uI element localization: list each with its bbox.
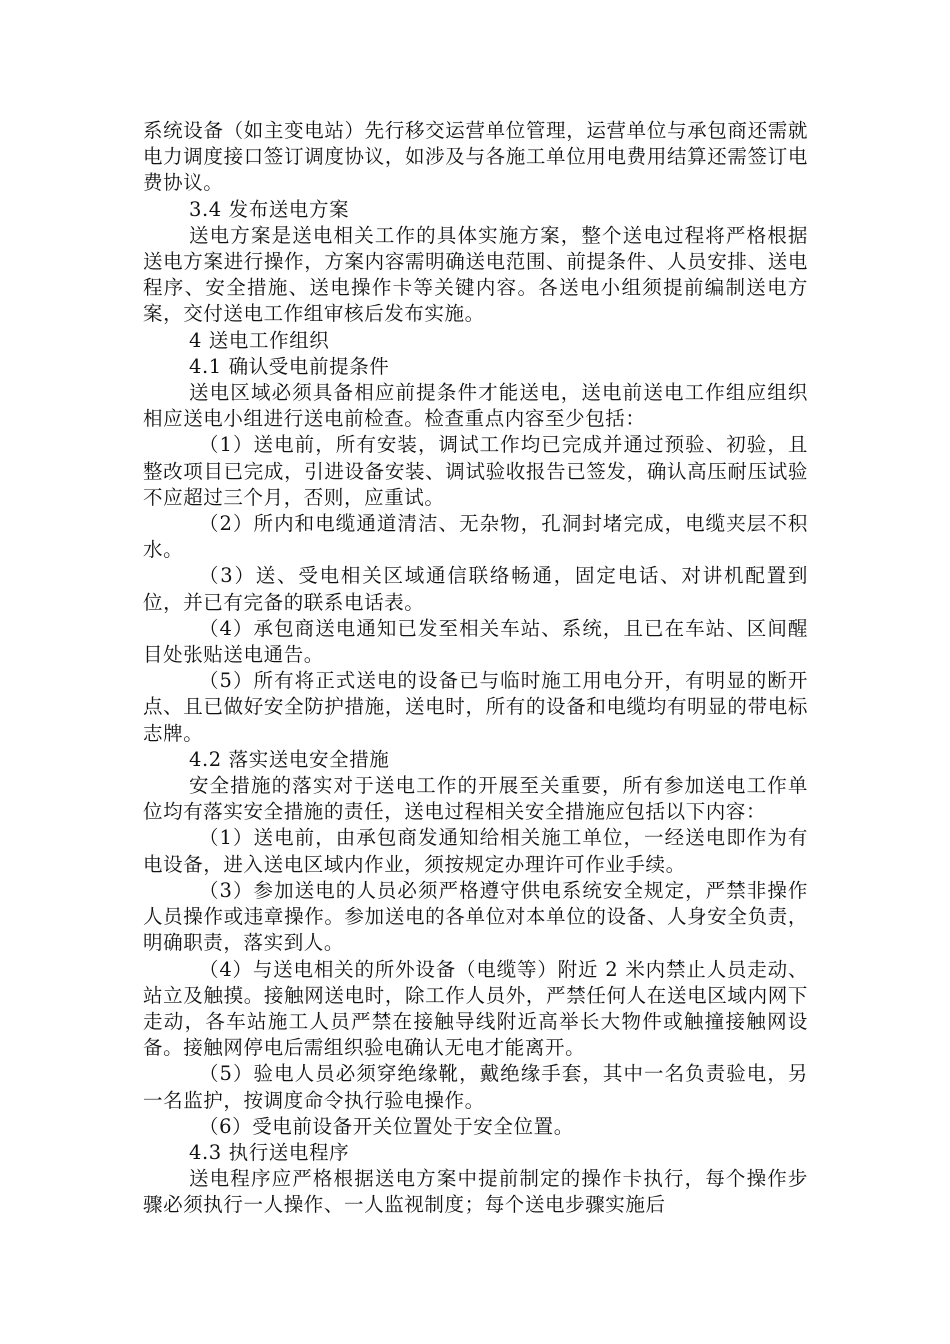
- paragraph-procedure: 送电程序应严格根据送电方案中提前制定的操作卡执行，每个操作步骤必须执行一人操作、一人监视制度；每个送电步骤实施后: [143, 1167, 808, 1217]
- list-item-safety-6: （6）受电前设备开关位置处于安全位置。: [199, 1114, 574, 1138]
- list-item-precondition-5: （5）所有将正式送电的设备已与临时施工用电分开，有明显的断开点、且已做好安全防护措施，送电时，所有的设备和电缆均有明显的带电标志牌。: [143, 669, 808, 745]
- list-item-safety-3: （3）参加送电的人员必须严格遵守供电系统安全规定，严禁非操作人员操作或违章操作。参加送电的各单位对本单位的设备、人身安全负责，明确职责，落实到人。: [143, 878, 808, 955]
- list-item-safety-4: （4）与送电相关的所外设备（电缆等）附近 2 米内禁止人员走动、站立及触摸。接触网送电时，除工作人员外，严禁任何人在送电区域内网下走动，各车站施工人员严禁在接触导线附近高举长大物件或触撞接触网设备。接触网停电后需组织验电确认无电才能离开。: [143, 957, 808, 1060]
- list-item-safety-5: （5）验电人员必须穿绝缘靴，戴绝缘手套，其中一名负责验电，另一名监护，按调度命令执行验电操作。: [143, 1062, 808, 1112]
- list-item-precondition-2: （2）所内和电缆通道清洁、无杂物，孔洞封堵完成，电缆夹层不积水。: [143, 512, 808, 562]
- section-heading-4-2: 4.2 落实送电安全措施: [189, 747, 390, 771]
- section-heading-4-3: 4.3 执行送电程序: [189, 1140, 350, 1164]
- paragraph-preconditions: 送电区域必须具备相应前提条件才能送电，送电前送电工作组应组织相应送电小组进行送电前检查。检查重点内容至少包括：: [143, 381, 808, 431]
- list-item-precondition-3: （3）送、受电相关区域通信联络畅通，固定电话、对讲机配置到位，并已有完备的联系电话表。: [143, 564, 808, 614]
- section-heading-4-1: 4.1 确认受电前提条件: [189, 354, 390, 378]
- list-item-precondition-4: （4）承包商送电通知已发至相关车站、系统，且已在车站、区间醒目处张贴送电通告。: [143, 616, 808, 667]
- paragraph-system-handover: 系统设备（如主变电站）先行移交运营单位管理，运营单位与承包商还需就电力调度接口签订调度协议，如涉及与各施工单位用电费用结算还需签订电费协议。: [143, 119, 808, 195]
- section-heading-4: 4 送电工作组织: [189, 328, 330, 352]
- paragraph-safety-measures: 安全措施的落实对于送电工作的开展至关重要，所有参加送电工作单位均有落实安全措施的责任，送电过程相关安全措施应包括以下内容：: [143, 774, 808, 824]
- section-heading-3-4: 3.4 发布送电方案: [189, 197, 350, 221]
- list-item-precondition-1: （1）送电前，所有安装，调试工作均已完成并通过预验、初验，且整改项目已完成，引进设备安装、调试验收报告已签发，确认高压耐压试验不应超过三个月，否则，应重试。: [143, 433, 808, 509]
- paragraph-power-plan: 送电方案是送电相关工作的具体实施方案，整个送电过程将严格根据送电方案进行操作，方案内容需明确送电范围、前提条件、人员安排、送电程序、安全措施、送电操作卡等关键内容。各送电小组须提前编制送电方案，交付送电工作组审核后发布实施。: [143, 223, 808, 326]
- document-body: [143, 118, 808, 1219]
- list-item-safety-1: （1）送电前，由承包商发通知给相关施工单位，一经送电即作为有电设备，进入送电区域内作业，须按规定办理许可作业手续。: [143, 826, 808, 876]
